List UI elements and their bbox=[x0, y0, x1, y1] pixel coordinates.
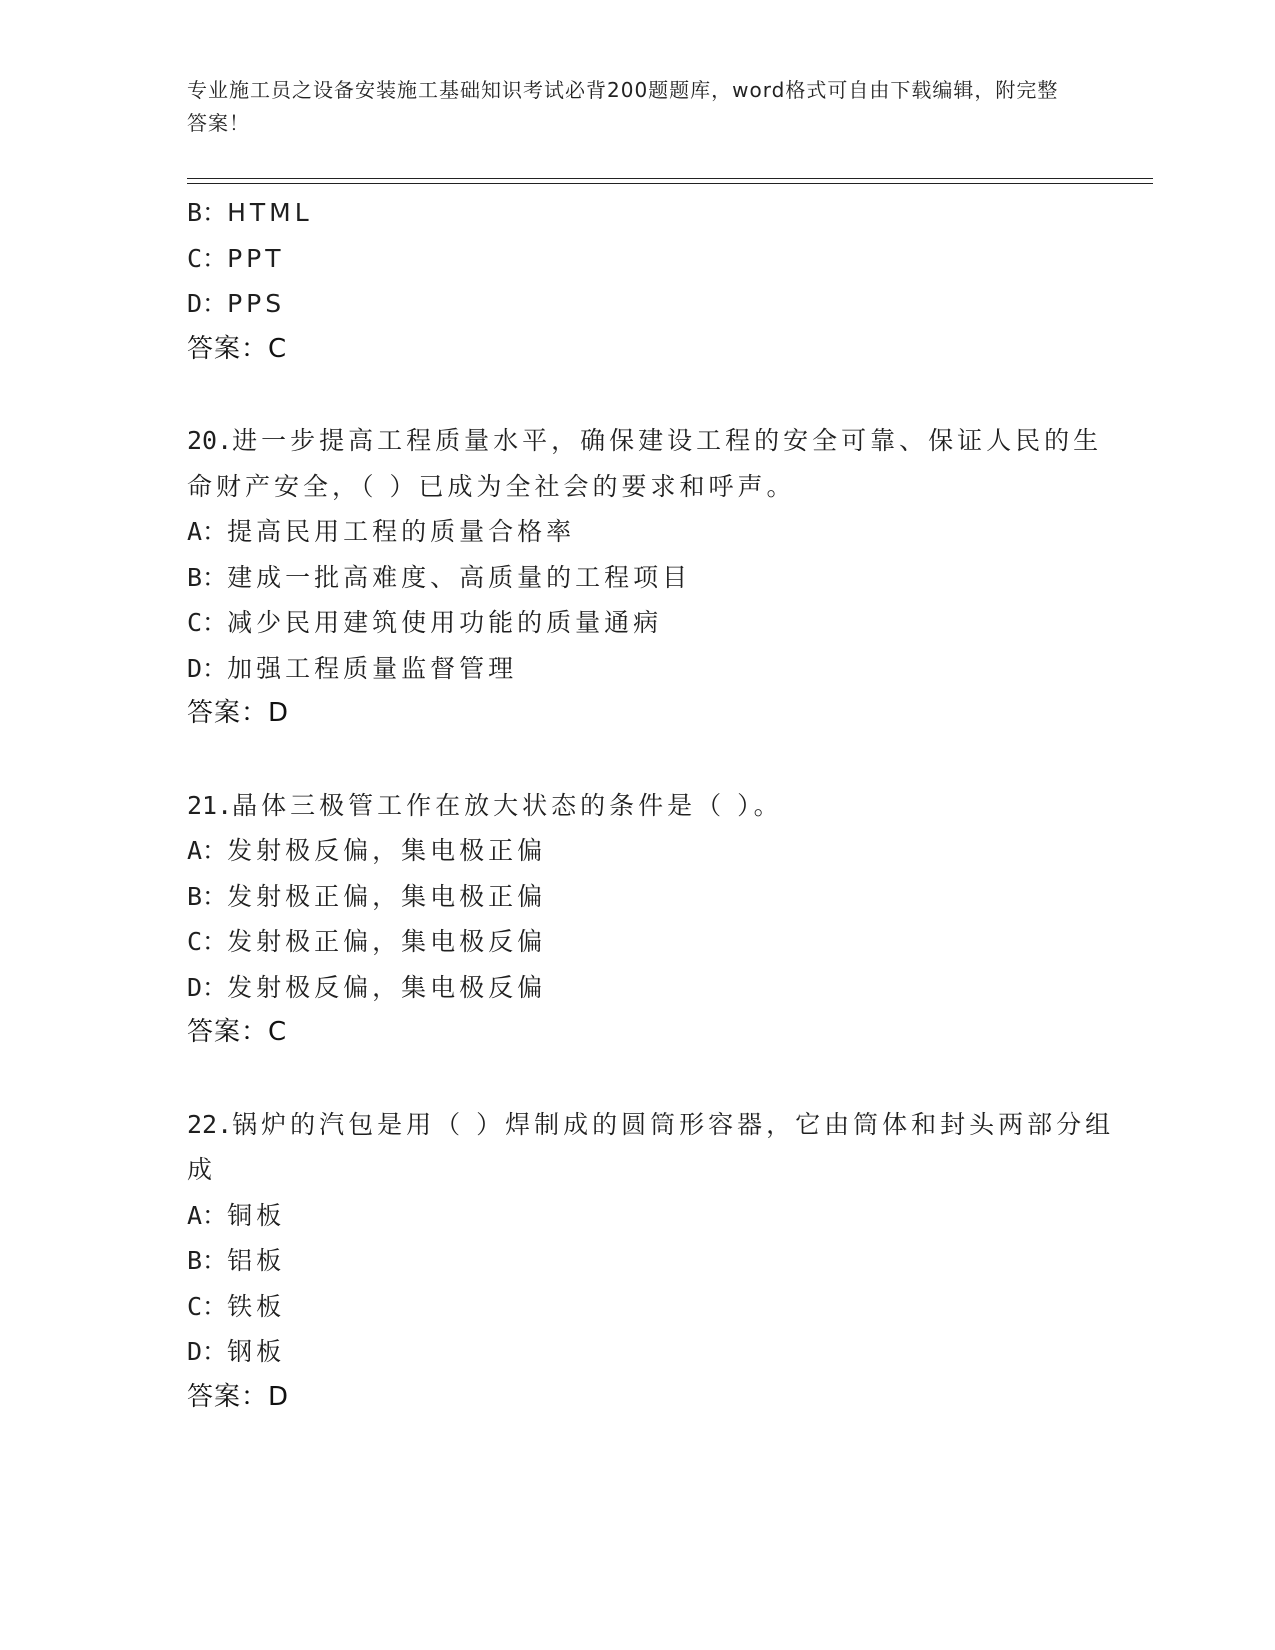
question-stem: 20.进一步提高工程质量水平，确保建设工程的安全可靠、保证人民的生命财产安全，（ ）已成为全社会的要求和呼声。 bbox=[187, 426, 1103, 501]
question-22 bbox=[187, 1102, 1127, 1421]
option-b: B：铝板 bbox=[187, 1246, 286, 1275]
option-d: D：钢板 bbox=[187, 1337, 286, 1366]
option-b: B：HTML bbox=[187, 198, 313, 227]
option-a: A：提高民用工程的质量合格率 bbox=[187, 517, 576, 546]
answer-line: 答案：D bbox=[187, 1381, 290, 1412]
option-a: A：发射极反偏，集电极正偏 bbox=[187, 836, 547, 865]
header-divider-top bbox=[187, 178, 1153, 179]
option-c: C：减少民用建筑使用功能的质量通病 bbox=[187, 608, 663, 637]
document-header bbox=[187, 74, 1067, 140]
question-number: 21. bbox=[187, 790, 233, 820]
answer-line: 答案：C bbox=[187, 333, 288, 364]
option-d: D：PPS bbox=[187, 289, 286, 318]
option-b: B：建成一批高难度、高质量的工程项目 bbox=[187, 562, 692, 592]
option-c: C：铁板 bbox=[187, 1291, 286, 1321]
partial-question bbox=[187, 190, 1127, 372]
question-stem: 22.锅炉的汽包是用（ ）焊制成的圆筒形容器，它由筒体和封头两部分组成 bbox=[187, 1109, 1115, 1184]
question-stem: 21.晶体三极管工作在放大状态的条件是（ ）。 bbox=[187, 790, 783, 820]
answer-line: 答案：C bbox=[187, 1017, 288, 1047]
option-b: B：发射极正偏，集电极正偏 bbox=[187, 881, 547, 911]
option-d: D：加强工程质量监督管理 bbox=[187, 653, 518, 683]
option-c: C：PPT bbox=[187, 243, 285, 273]
question-20 bbox=[187, 418, 1127, 737]
header-divider-bottom bbox=[187, 183, 1153, 184]
question-number: 20. bbox=[187, 426, 233, 455]
option-d: D：发射极反偏，集电极反偏 bbox=[187, 972, 547, 1002]
option-a: A：铜板 bbox=[187, 1200, 286, 1230]
answer-line: 答案：D bbox=[187, 698, 290, 728]
header-title: 专业施工员之设备安装施工基础知识考试必背200题题库，word格式可自由下载编辑，附完整答案！ bbox=[187, 78, 1059, 135]
option-c: C：发射极正偏，集电极反偏 bbox=[187, 927, 547, 956]
question-21 bbox=[187, 783, 1127, 1056]
question-number: 22. bbox=[187, 1109, 233, 1139]
question-list bbox=[187, 190, 1127, 1420]
